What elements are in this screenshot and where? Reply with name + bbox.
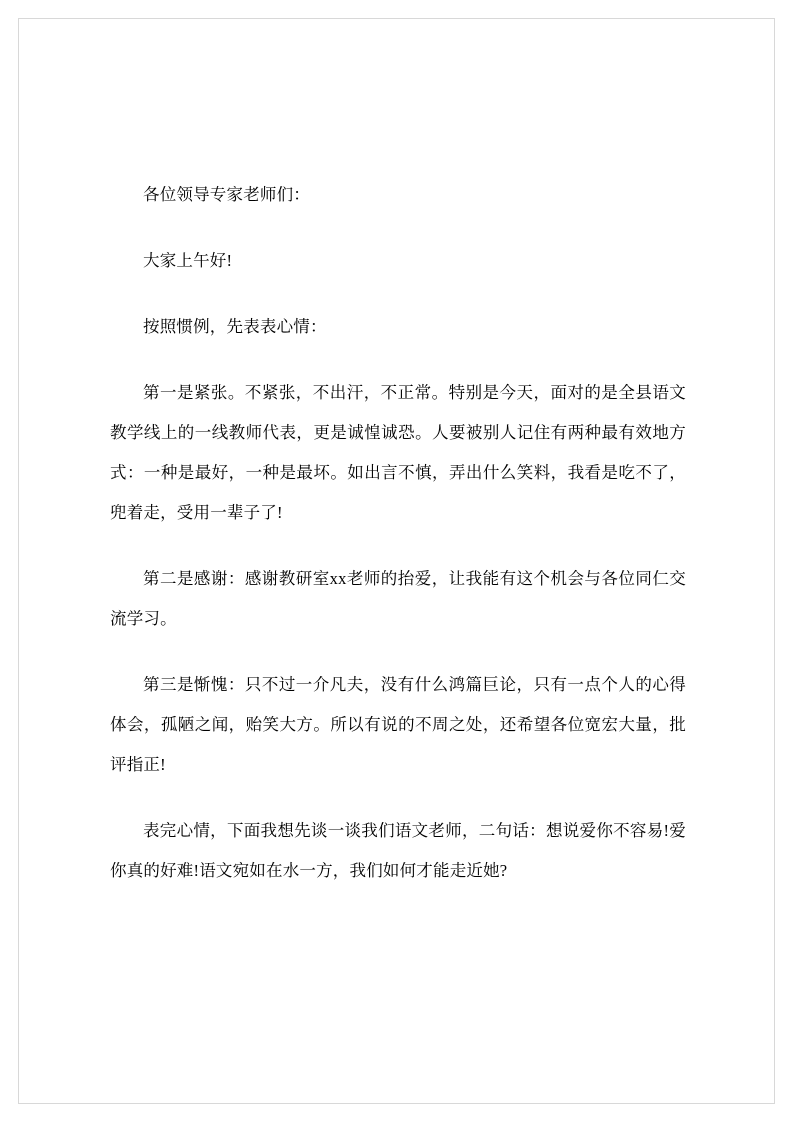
paragraph: 第一是紧张。不紧张，不出汗，不正常。特别是今天，面对的是全县语文教学线上的一线教师代表，更是诚惶诚恐。人要被别人记住有两种最有效地方式：一种是最好，一种是最坏。如出言不慎，弄出什么笑料，我看是吃不了，兜着走，受用一辈子了! [110,383,686,522]
paragraph: 各位领导专家老师们： [143,185,310,204]
paragraph: 按照惯例，先表表心情： [143,317,327,336]
paragraph: 大家上午好! [143,251,233,270]
paragraph: 第二是感谢：感谢教研室xx老师的抬爱，让我能有这个机会与各位同仁交流学习。 [110,569,686,628]
paragraph: 第三是惭愧：只不过一介凡夫，没有什么鸿篇巨论，只有一点个人的心得体会，孤陋之闻，贻笑大方。所以有说的不周之处，还希望各位宽宏大量，批评指正! [110,675,686,774]
document-body [110,175,686,917]
paragraph: 表完心情，下面我想先谈一谈我们语文老师，二句话：想说爱你不容易!爱你真的好难!语文宛如在水一方，我们如何才能走近她? [110,821,686,880]
